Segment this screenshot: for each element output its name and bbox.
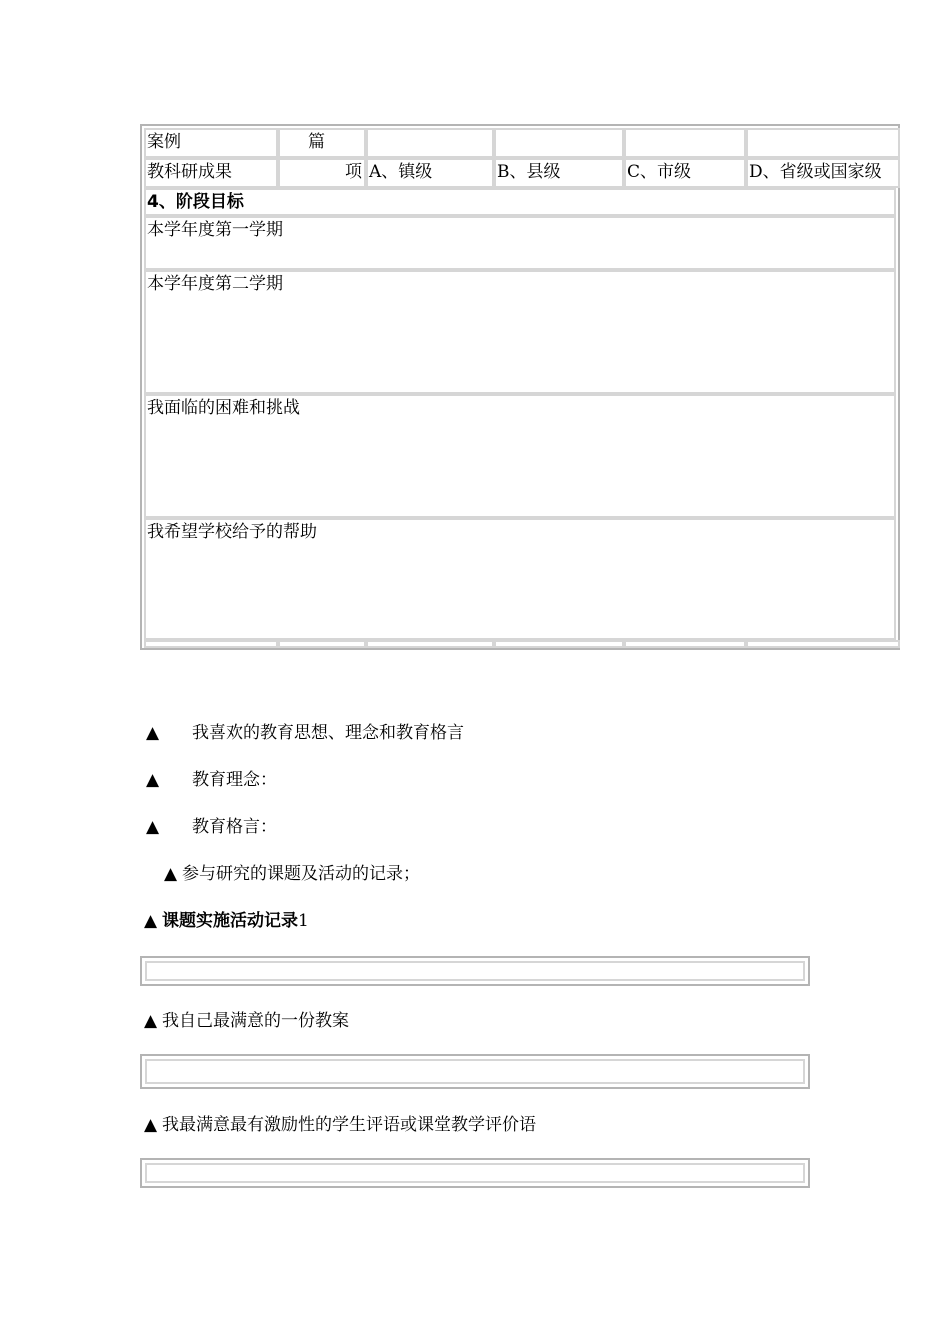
bullet-student-comments (144, 1113, 536, 1137)
bottom-cell-1 (144, 640, 278, 648)
cell-research-city: C、市级 (624, 158, 746, 188)
cell-research-province: D、省级或国家级 (746, 158, 900, 188)
bottom-cell-3 (366, 640, 494, 648)
cell-case-c3 (624, 128, 746, 158)
triangle-bullet-icon: ▲ (146, 770, 160, 790)
table-row-semester1 (144, 216, 896, 270)
stage-goals-heading: 4、阶段目标 (144, 188, 896, 216)
lesson-plan-box[interactable] (140, 1054, 810, 1089)
bottom-cell-4 (494, 640, 624, 648)
cell-case-c2 (494, 128, 624, 158)
table-row-research (144, 158, 896, 188)
bullet-text: 我自己最满意的一份教案 (162, 1011, 349, 1031)
record-number: 1 (298, 911, 309, 931)
bottom-cell-5 (624, 640, 746, 648)
cell-case-label: 案例 (144, 128, 278, 158)
bullet-text: 参与研究的课题及活动的记录； (182, 864, 420, 884)
triangle-bullet-icon: ▲ (144, 1011, 158, 1031)
bullet-text: 课题实施活动记录 (162, 911, 298, 931)
table-row-semester2 (144, 270, 896, 394)
cell-case-c4 (746, 128, 900, 158)
bullet-text: 我最满意最有激励性的学生评语或课堂教学评价语 (162, 1115, 536, 1135)
table-row-stage-title (144, 188, 896, 216)
bullet-education-philosophy (146, 768, 277, 792)
lesson-plan-inner (145, 1059, 805, 1084)
cell-research-unit: 项 (278, 158, 366, 188)
challenges-cell: 我面临的困难和挑战 (144, 394, 896, 518)
cell-research-county: B、县级 (494, 158, 624, 188)
table-row-case (144, 128, 896, 158)
bottom-cell-2 (278, 640, 366, 648)
student-comments-inner (145, 1163, 805, 1183)
triangle-bullet-icon: ▲ (144, 911, 158, 931)
help-cell: 我希望学校给予的帮助 (144, 518, 896, 640)
bullet-text: 教育理念： (192, 770, 277, 790)
bullet-best-lesson-plan (144, 1009, 349, 1033)
triangle-bullet-icon: ▲ (146, 723, 160, 743)
project-record-box[interactable] (140, 956, 810, 986)
bullet-education-motto (146, 815, 277, 839)
plan-table (140, 124, 900, 650)
cell-case-unit: 篇 (278, 128, 366, 158)
table-row-help (144, 518, 896, 640)
semester2-cell: 本学年度第二学期 (144, 270, 896, 394)
student-comments-box[interactable] (140, 1158, 810, 1188)
cell-research-town: A、镇级 (366, 158, 494, 188)
cell-case-c1 (366, 128, 494, 158)
triangle-bullet-icon: ▲ (144, 1115, 158, 1135)
cell-research-label: 教科研成果 (144, 158, 278, 188)
bullet-text: 我喜欢的教育思想、理念和教育格言 (192, 723, 464, 743)
bullet-text: 教育格言： (192, 817, 277, 837)
bullet-project-record (144, 909, 309, 933)
bullet-education-thoughts (146, 721, 464, 745)
project-record-inner (145, 961, 805, 981)
triangle-bullet-icon: ▲ (164, 864, 178, 884)
bullet-research-records (164, 862, 420, 886)
semester1-cell: 本学年度第一学期 (144, 216, 896, 270)
triangle-bullet-icon: ▲ (146, 817, 160, 837)
table-row-bottom (144, 640, 896, 648)
table-row-challenges (144, 394, 896, 518)
bottom-cell-6 (746, 640, 900, 648)
